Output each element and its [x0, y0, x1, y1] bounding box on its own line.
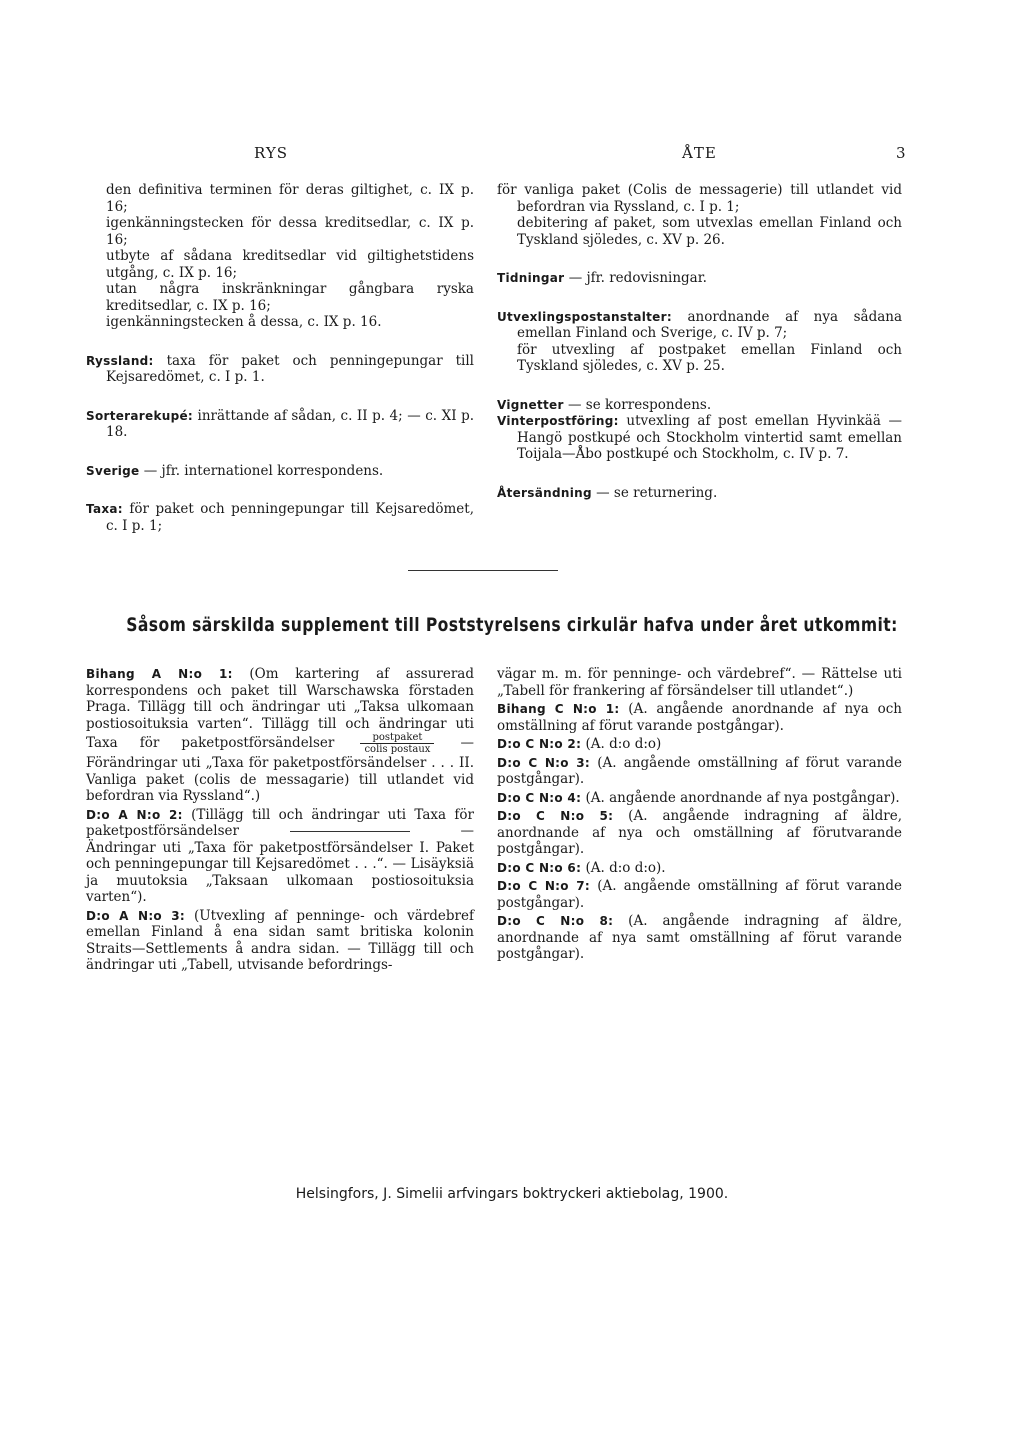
- index-subentry: för vanliga paket (Colis de messagerie) till utlandet vid befordran via Ryssland, c. I p. 1;: [497, 182, 902, 215]
- index-left-column: [86, 182, 474, 556]
- supplement-headword: D:o C N:o 3:: [497, 755, 590, 770]
- index-subentry: för utvexling af postpaket emellan Finland och Tyskland sjöledes, c. XV p. 25.: [517, 341, 902, 374]
- supplement-entry: [497, 878, 902, 911]
- index-text: — jfr. internationel korrespondens.: [143, 462, 384, 479]
- supplement-entry: [497, 701, 902, 734]
- supplement-entry: [497, 755, 902, 788]
- supplement-headword: Bihang C N:o 1:: [497, 702, 620, 716]
- index-text: anordnande af nya sådana emellan Finland och Sverige, c. IV p. 7;: [517, 308, 903, 341]
- supplement-headword: D:o C N:o 8:: [497, 914, 614, 928]
- index-entry: [497, 397, 902, 414]
- supplement-entry: [497, 736, 902, 753]
- supplement-text: (A. angående omställning af förut varande postgångar).: [497, 754, 902, 787]
- index-right-column: [497, 182, 902, 523]
- supplement-headword: D:o A N:o 2:: [86, 807, 183, 822]
- index-entry: [86, 182, 474, 331]
- supplement-left-column: [86, 666, 474, 976]
- index-entry: [497, 270, 902, 287]
- running-head: [0, 145, 1024, 165]
- fraction-top: postpaket: [360, 732, 434, 744]
- index-text: för paket och penningepungar till Kejsaredömet, c. I p. 1;: [106, 501, 474, 534]
- index-subentry: utan några inskränkningar gångbara ryska kreditsedlar, c. IX p. 16;: [106, 281, 474, 314]
- index-subentry: igenkänningstecken å dessa, c. IX p. 16.: [106, 314, 382, 330]
- supplement-text: — Förändringar uti „Taxa för paketpostförsändelser . . . II. Vanliga paket (colis de messagarie) till utlandet vid befordran via Ryssland“.): [86, 735, 474, 804]
- blank-rule: [290, 831, 410, 832]
- running-head-left: RYS: [254, 144, 289, 162]
- index-entry: [497, 309, 902, 375]
- fraction-bracket: [360, 732, 434, 755]
- supplement-text: vägar m. m. för penninge- och värdebref“. — Rättelse uti „Tabell för frankering af försändelser till utlandet“.): [497, 666, 902, 699]
- supplement-heading: Såsom särskilda supplement till Poststyrelsens cirkulär hafva under året utkommit:: [126, 614, 898, 636]
- supplement-headword: D:o C N:o 6:: [497, 860, 582, 875]
- supplement-entry: [86, 807, 474, 906]
- running-head-middle: ÅTE: [682, 144, 717, 162]
- supplement-entry: [86, 908, 474, 974]
- index-entry: [497, 413, 902, 463]
- supplement-text: (Utvexling af penninge- och värdebref emellan Finland å ena sidan samt britiska kolonin Straits—Settlements å andra sidan. — Tillägg till och ändringar uti „Tabell, utvisande befordrings-: [86, 907, 474, 973]
- supplement-text: — Ändringar uti „Taxa för paketpostförsändelser I. Paket och penningepungar till Kejsaredömet . . .“. — Lisäyksiä ja muutoksia „Taksaan ulkomaan postiosoituksia varten“).: [86, 823, 475, 905]
- supplement-text: (A. angående indragning af äldre, anordnande af nya samt omställning af förut varande postgångar).: [497, 913, 903, 962]
- supplement-entry: [497, 808, 902, 858]
- supplement-text: (A. d:o d:o): [585, 736, 662, 752]
- supplement-text: (A. angående omställning af förut varande postgångar).: [497, 878, 902, 911]
- index-headword: Vignetter: [497, 397, 564, 412]
- index-headword: Vinterpostföring:: [497, 414, 619, 428]
- index-text: — jfr. redovisningar.: [568, 270, 707, 286]
- index-headword: Sorterarekupé:: [86, 408, 194, 423]
- supplement-headword: D:o C N:o 4:: [497, 790, 582, 805]
- index-text: taxa för paket och penningepungar till Kejsaredömet, c. I p. 1.: [106, 352, 474, 385]
- index-entry: [497, 182, 902, 248]
- index-entry: [86, 353, 474, 386]
- index-text: utvexling af post emellan Hyvinkää —Hangö postkupé och Stockholm vintertid samt emellan Toijala—Åbo postkupé och Stockholm, c. IV p. 7.: [517, 413, 902, 462]
- index-subentry: igenkänningstecken för dessa kreditsedlar, c. IX p. 16;: [106, 215, 474, 248]
- supplement-headword: Bihang A N:o 1:: [86, 667, 233, 681]
- index-headword: Tidningar: [497, 271, 565, 285]
- supplement-text: (A. angående anordnande af nya och omställning af förut varande postgångar).: [497, 701, 902, 734]
- index-subentry: debitering af paket, som utvexlas emellan Finland och Tyskland sjöledes, c. XV p. 26.: [517, 215, 902, 248]
- supplement-right-column: [497, 666, 902, 965]
- index-headword: Taxa:: [86, 502, 123, 516]
- index-entry: [86, 501, 474, 534]
- supplement-headword: D:o C N:o 5:: [497, 809, 614, 823]
- supplement-text: (A. angående indragning af äldre, anordnande af nya och omställning af förutvarande postgångar).: [497, 808, 903, 857]
- printer-imprint: Helsingfors, J. Simelii arfvingars boktryckeri aktiebolag, 1900.: [295, 1186, 729, 1202]
- supplement-text: (Om kartering af assurerad korrespondens och paket till Warschawska förstaden Praga. Tillägg till och ändringar uti „Taksa ulkomaan postiosoituksia varten“. Tillägg till och ändringar uti Taxa för paketpostförsändelser: [86, 666, 474, 751]
- index-text: inrättande af sådan, c. II p. 4; — c. XI p. 18.: [106, 407, 474, 440]
- fraction-bottom: colis postaux: [364, 744, 431, 755]
- index-text: — se korrespondens.: [568, 396, 712, 413]
- supplement-headword: D:o A N:o 3:: [86, 908, 185, 923]
- supplement-text: (Tillägg till och ändringar uti Taxa för paketpostförsändelser: [86, 806, 474, 839]
- index-subentry: utbyte af sådana kreditsedlar vid giltighetstidens utgång, c. IX p. 16;: [106, 248, 474, 281]
- supplement-headword: D:o C N:o 2:: [497, 737, 582, 751]
- index-entry: [497, 485, 902, 502]
- page-number: 3: [896, 144, 907, 162]
- supplement-entry: [497, 666, 902, 699]
- index-headword: Ryssland:: [86, 353, 154, 368]
- section-divider: [408, 570, 558, 571]
- supplement-text: (A. d:o d:o).: [585, 859, 666, 876]
- supplement-entry: [497, 860, 902, 877]
- index-headword: Återsändning: [497, 485, 592, 500]
- index-subentry: den definitiva terminen för deras giltighet, c. IX p. 16;: [106, 182, 474, 215]
- supplement-entry: [497, 790, 902, 807]
- index-headword: Utvexlingspostanstalter:: [497, 309, 672, 324]
- supplement-headword: D:o C N:o 7:: [497, 879, 590, 893]
- supplement-text: (A. angående anordnande af nya postgångar).: [585, 789, 900, 806]
- index-entry: [86, 463, 474, 480]
- supplement-entry: [86, 666, 474, 805]
- supplement-entry: [497, 913, 902, 963]
- index-headword: Sverige: [86, 463, 140, 478]
- index-text: — se returnering.: [596, 484, 718, 501]
- index-entry: [86, 408, 474, 441]
